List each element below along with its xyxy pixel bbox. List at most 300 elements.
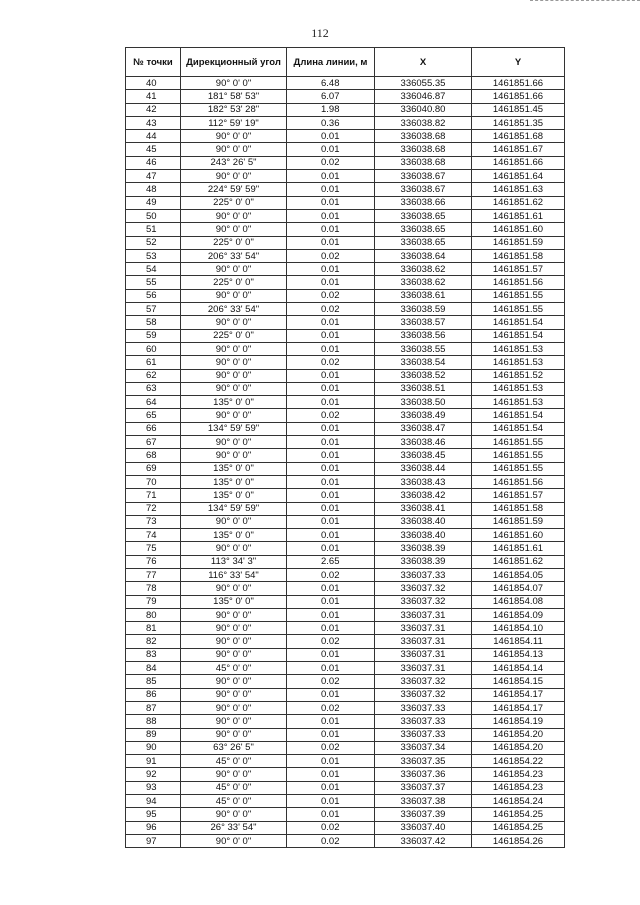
cell-y: 1461854.14 [472,662,565,675]
cell-line-length: 0.01 [287,143,375,156]
cell-point-number: 94 [126,795,181,808]
cell-direction-angle: 90° 0' 0" [181,170,287,183]
cell-direction-angle: 90° 0' 0" [181,648,287,661]
table-row [126,342,565,355]
cell-direction-angle: 90° 0' 0" [181,635,287,648]
cell-point-number: 43 [126,116,181,129]
cell-x: 336037.31 [375,622,472,635]
cell-y: 1461854.23 [472,781,565,794]
table-row [126,316,565,329]
cell-direction-angle: 112° 59' 19" [181,116,287,129]
cell-line-length: 0.01 [287,196,375,209]
cell-line-length: 0.01 [287,130,375,143]
cell-direction-angle: 90° 0' 0" [181,701,287,714]
cell-point-number: 79 [126,595,181,608]
cell-point-number: 67 [126,436,181,449]
cell-direction-angle: 90° 0' 0" [181,316,287,329]
cell-y: 1461854.19 [472,715,565,728]
cell-y: 1461854.20 [472,728,565,741]
table-row [126,116,565,129]
table-row [126,196,565,209]
cell-line-length: 0.02 [287,821,375,834]
cell-point-number: 93 [126,781,181,794]
header-line-length: Длина линии, м [287,48,375,77]
cell-point-number: 86 [126,688,181,701]
cell-line-length: 6.07 [287,90,375,103]
cell-x: 336038.44 [375,462,472,475]
table-row [126,608,565,621]
cell-point-number: 41 [126,90,181,103]
cell-x: 336037.33 [375,715,472,728]
cell-point-number: 64 [126,396,181,409]
cell-x: 336040.80 [375,103,472,116]
cell-point-number: 60 [126,342,181,355]
header-x: X [375,48,472,77]
cell-x: 336037.35 [375,755,472,768]
table-row [126,555,565,568]
cell-x: 336038.39 [375,542,472,555]
cell-y: 1461851.53 [472,396,565,409]
cell-y: 1461851.55 [472,462,565,475]
table-row [126,662,565,675]
cell-x: 336038.40 [375,529,472,542]
cell-x: 336038.62 [375,263,472,276]
cell-y: 1461854.11 [472,635,565,648]
cell-y: 1461854.23 [472,768,565,781]
cell-point-number: 82 [126,635,181,648]
page-number: 112 [311,26,329,40]
table-row [126,741,565,754]
cell-line-length: 0.01 [287,768,375,781]
table-row [126,675,565,688]
cell-point-number: 75 [126,542,181,555]
cell-direction-angle: 90° 0' 0" [181,209,287,222]
table-row [126,329,565,342]
cell-line-length: 0.01 [287,595,375,608]
cell-y: 1461854.25 [472,821,565,834]
cell-line-length: 0.02 [287,303,375,316]
cell-direction-angle: 63° 26' 5" [181,741,287,754]
cell-line-length: 0.01 [287,462,375,475]
cell-x: 336037.32 [375,675,472,688]
cell-x: 336038.55 [375,342,472,355]
cell-y: 1461854.10 [472,622,565,635]
cell-y: 1461851.55 [472,436,565,449]
cell-point-number: 59 [126,329,181,342]
cell-point-number: 55 [126,276,181,289]
cell-x: 336055.35 [375,77,472,90]
cell-y: 1461851.61 [472,209,565,222]
cell-point-number: 65 [126,409,181,422]
cell-point-number: 89 [126,728,181,741]
table-row [126,768,565,781]
table-row [126,821,565,834]
cell-x: 336038.82 [375,116,472,129]
cell-direction-angle: 45° 0' 0" [181,662,287,675]
table-row [126,449,565,462]
cell-x: 336038.65 [375,223,472,236]
cell-point-number: 72 [126,502,181,515]
cell-line-length: 0.01 [287,489,375,502]
cell-y: 1461851.60 [472,529,565,542]
cell-x: 336038.65 [375,209,472,222]
cell-point-number: 95 [126,808,181,821]
cell-direction-angle: 90° 0' 0" [181,409,287,422]
table-row [126,568,565,581]
cell-x: 336038.67 [375,183,472,196]
cell-direction-angle: 90° 0' 0" [181,715,287,728]
cell-y: 1461851.53 [472,382,565,395]
cell-point-number: 76 [126,555,181,568]
cell-x: 336037.37 [375,781,472,794]
coordinates-table [125,47,565,848]
cell-direction-angle: 90° 0' 0" [181,834,287,847]
cell-point-number: 57 [126,303,181,316]
cell-x: 336038.50 [375,396,472,409]
cell-y: 1461851.58 [472,249,565,262]
cell-y: 1461854.09 [472,608,565,621]
cell-line-length: 0.01 [287,263,375,276]
cell-x: 336037.34 [375,741,472,754]
cell-direction-angle: 181° 58' 53" [181,90,287,103]
cell-y: 1461851.66 [472,90,565,103]
cell-direction-angle: 90° 0' 0" [181,382,287,395]
cell-direction-angle: 90° 0' 0" [181,223,287,236]
cell-y: 1461854.17 [472,688,565,701]
cell-line-length: 0.01 [287,608,375,621]
cell-point-number: 53 [126,249,181,262]
cell-point-number: 81 [126,622,181,635]
cell-point-number: 70 [126,475,181,488]
cell-direction-angle: 90° 0' 0" [181,768,287,781]
cell-line-length: 0.02 [287,249,375,262]
cell-line-length: 0.01 [287,382,375,395]
cell-x: 336037.39 [375,808,472,821]
cell-y: 1461851.54 [472,316,565,329]
cell-y: 1461851.52 [472,369,565,382]
table-row [126,77,565,90]
cell-line-length: 0.02 [287,356,375,369]
cell-direction-angle: 90° 0' 0" [181,342,287,355]
table-row [126,648,565,661]
cell-direction-angle: 90° 0' 0" [181,515,287,528]
cell-direction-angle: 90° 0' 0" [181,143,287,156]
table-row [126,834,565,847]
table-row [126,622,565,635]
cell-line-length: 0.02 [287,409,375,422]
header-direction-angle: Дирекционный угол [181,48,287,77]
cell-line-length: 0.01 [287,369,375,382]
table-row [126,781,565,794]
table-row [126,356,565,369]
cell-x: 336037.33 [375,701,472,714]
cell-point-number: 56 [126,289,181,302]
cell-x: 336038.57 [375,316,472,329]
cell-direction-angle: 90° 0' 0" [181,542,287,555]
cell-direction-angle: 134° 59' 59" [181,502,287,515]
cell-direction-angle: 90° 0' 0" [181,622,287,635]
cell-direction-angle: 135° 0' 0" [181,396,287,409]
table-row [126,249,565,262]
cell-y: 1461854.25 [472,808,565,821]
cell-point-number: 50 [126,209,181,222]
cell-direction-angle: 90° 0' 0" [181,356,287,369]
cell-line-length: 6.48 [287,77,375,90]
cell-line-length: 0.01 [287,622,375,635]
cell-line-length: 0.01 [287,236,375,249]
cell-y: 1461854.26 [472,834,565,847]
table-row [126,130,565,143]
table-row [126,263,565,276]
cell-point-number: 48 [126,183,181,196]
cell-line-length: 0.01 [287,449,375,462]
cell-y: 1461854.13 [472,648,565,661]
cell-x: 336038.45 [375,449,472,462]
table-row [126,755,565,768]
cell-y: 1461851.55 [472,449,565,462]
cell-y: 1461851.67 [472,143,565,156]
cell-x: 336037.32 [375,582,472,595]
cell-point-number: 92 [126,768,181,781]
cell-x: 336037.40 [375,821,472,834]
cell-x: 336038.66 [375,196,472,209]
cell-point-number: 84 [126,662,181,675]
cell-point-number: 62 [126,369,181,382]
cell-x: 336037.31 [375,662,472,675]
cell-direction-angle: 225° 0' 0" [181,236,287,249]
cell-line-length: 0.01 [287,183,375,196]
cell-point-number: 74 [126,529,181,542]
cell-x: 336038.40 [375,515,472,528]
cell-direction-angle: 135° 0' 0" [181,595,287,608]
cell-point-number: 68 [126,449,181,462]
cell-x: 336038.46 [375,436,472,449]
cell-y: 1461851.62 [472,196,565,209]
cell-x: 336038.68 [375,143,472,156]
table-row [126,103,565,116]
table-row [126,515,565,528]
cell-direction-angle: 90° 0' 0" [181,608,287,621]
cell-point-number: 88 [126,715,181,728]
table-row [126,715,565,728]
cell-x: 336037.31 [375,635,472,648]
cell-line-length: 0.02 [287,701,375,714]
cell-line-length: 0.01 [287,795,375,808]
table-row [126,396,565,409]
table-row [126,369,565,382]
cell-direction-angle: 90° 0' 0" [181,130,287,143]
cell-line-length: 0.01 [287,436,375,449]
table-row [126,436,565,449]
cell-direction-angle: 45° 0' 0" [181,795,287,808]
cell-x: 336038.56 [375,329,472,342]
cell-x: 336037.31 [375,608,472,621]
cell-line-length: 0.01 [287,396,375,409]
cell-x: 336038.54 [375,356,472,369]
cell-direction-angle: 134° 59' 59" [181,422,287,435]
cell-line-length: 0.01 [287,808,375,821]
cell-line-length: 0.01 [287,582,375,595]
cell-x: 336038.65 [375,236,472,249]
cell-x: 336038.51 [375,382,472,395]
cell-y: 1461854.20 [472,741,565,754]
cell-point-number: 78 [126,582,181,595]
cell-point-number: 96 [126,821,181,834]
cell-line-length: 0.01 [287,422,375,435]
cell-x: 336037.32 [375,688,472,701]
cell-line-length: 0.01 [287,209,375,222]
cell-point-number: 47 [126,170,181,183]
cell-y: 1461851.58 [472,502,565,515]
cell-point-number: 51 [126,223,181,236]
table-row [126,183,565,196]
table-row [126,635,565,648]
cell-direction-angle: 90° 0' 0" [181,728,287,741]
cell-direction-angle: 90° 0' 0" [181,289,287,302]
table-row [126,236,565,249]
table-row [126,209,565,222]
cell-direction-angle: 90° 0' 0" [181,77,287,90]
cell-line-length: 0.01 [287,755,375,768]
cell-x: 336038.49 [375,409,472,422]
cell-direction-angle: 45° 0' 0" [181,781,287,794]
cell-line-length: 0.02 [287,568,375,581]
header-y: Y [472,48,565,77]
cell-y: 1461851.57 [472,489,565,502]
cell-point-number: 45 [126,143,181,156]
cell-direction-angle: 116° 33' 54" [181,568,287,581]
table-row [126,475,565,488]
header-point-number: № точки [126,48,181,77]
cell-point-number: 54 [126,263,181,276]
cell-point-number: 46 [126,156,181,169]
cell-direction-angle: 90° 0' 0" [181,688,287,701]
cell-y: 1461854.07 [472,582,565,595]
cell-x: 336037.33 [375,728,472,741]
cell-point-number: 44 [126,130,181,143]
cell-x: 336038.52 [375,369,472,382]
table-row [126,489,565,502]
table-row [126,143,565,156]
cell-y: 1461851.53 [472,356,565,369]
cell-line-length: 0.01 [287,529,375,542]
cell-direction-angle: 135° 0' 0" [181,462,287,475]
cell-line-length: 0.02 [287,834,375,847]
cell-x: 336038.68 [375,156,472,169]
cell-y: 1461854.15 [472,675,565,688]
table-row [126,542,565,555]
table-body [126,77,565,848]
scan-edge-marks [530,0,640,4]
cell-y: 1461851.68 [472,130,565,143]
cell-y: 1461851.53 [472,342,565,355]
cell-line-length: 0.01 [287,728,375,741]
cell-line-length: 0.01 [287,276,375,289]
cell-y: 1461851.35 [472,116,565,129]
cell-line-length: 0.01 [287,542,375,555]
cell-direction-angle: 182° 53' 28" [181,103,287,116]
cell-point-number: 73 [126,515,181,528]
cell-line-length: 0.02 [287,156,375,169]
table-row [126,808,565,821]
cell-direction-angle: 90° 0' 0" [181,808,287,821]
cell-direction-angle: 90° 0' 0" [181,449,287,462]
cell-direction-angle: 135° 0' 0" [181,489,287,502]
cell-y: 1461851.54 [472,329,565,342]
cell-direction-angle: 135° 0' 0" [181,529,287,542]
table-row [126,795,565,808]
cell-y: 1461851.57 [472,263,565,276]
table-row [126,529,565,542]
cell-direction-angle: 225° 0' 0" [181,196,287,209]
cell-y: 1461851.66 [472,156,565,169]
cell-direction-angle: 45° 0' 0" [181,755,287,768]
cell-x: 336038.39 [375,555,472,568]
cell-x: 336046.87 [375,90,472,103]
table-row [126,303,565,316]
cell-line-length: 0.02 [287,635,375,648]
table-row [126,502,565,515]
cell-point-number: 80 [126,608,181,621]
cell-y: 1461854.08 [472,595,565,608]
cell-line-length: 0.01 [287,223,375,236]
cell-point-number: 40 [126,77,181,90]
cell-x: 336038.64 [375,249,472,262]
cell-y: 1461851.54 [472,409,565,422]
cell-line-length: 0.01 [287,329,375,342]
cell-line-length: 0.01 [287,316,375,329]
table-row [126,701,565,714]
cell-y: 1461854.22 [472,755,565,768]
cell-x: 336038.47 [375,422,472,435]
cell-y: 1461851.55 [472,289,565,302]
cell-direction-angle: 135° 0' 0" [181,475,287,488]
cell-point-number: 52 [126,236,181,249]
cell-y: 1461851.55 [472,303,565,316]
cell-x: 336037.36 [375,768,472,781]
cell-x: 336038.61 [375,289,472,302]
cell-point-number: 42 [126,103,181,116]
table-row [126,276,565,289]
cell-line-length: 0.02 [287,675,375,688]
table-row [126,595,565,608]
cell-y: 1461854.17 [472,701,565,714]
table-row [126,382,565,395]
cell-line-length: 0.01 [287,715,375,728]
cell-line-length: 0.01 [287,502,375,515]
cell-point-number: 97 [126,834,181,847]
cell-direction-angle: 90° 0' 0" [181,675,287,688]
cell-point-number: 90 [126,741,181,754]
cell-line-length: 0.01 [287,662,375,675]
cell-y: 1461854.24 [472,795,565,808]
cell-point-number: 77 [126,568,181,581]
cell-point-number: 91 [126,755,181,768]
table-row [126,688,565,701]
table-row [126,90,565,103]
cell-y: 1461851.56 [472,475,565,488]
cell-line-length: 0.02 [287,289,375,302]
cell-point-number: 87 [126,701,181,714]
cell-x: 336037.38 [375,795,472,808]
table-row [126,170,565,183]
cell-x: 336037.32 [375,595,472,608]
cell-direction-angle: 90° 0' 0" [181,263,287,276]
cell-direction-angle: 113° 34' 3" [181,555,287,568]
cell-point-number: 63 [126,382,181,395]
table-row [126,582,565,595]
cell-x: 336038.62 [375,276,472,289]
